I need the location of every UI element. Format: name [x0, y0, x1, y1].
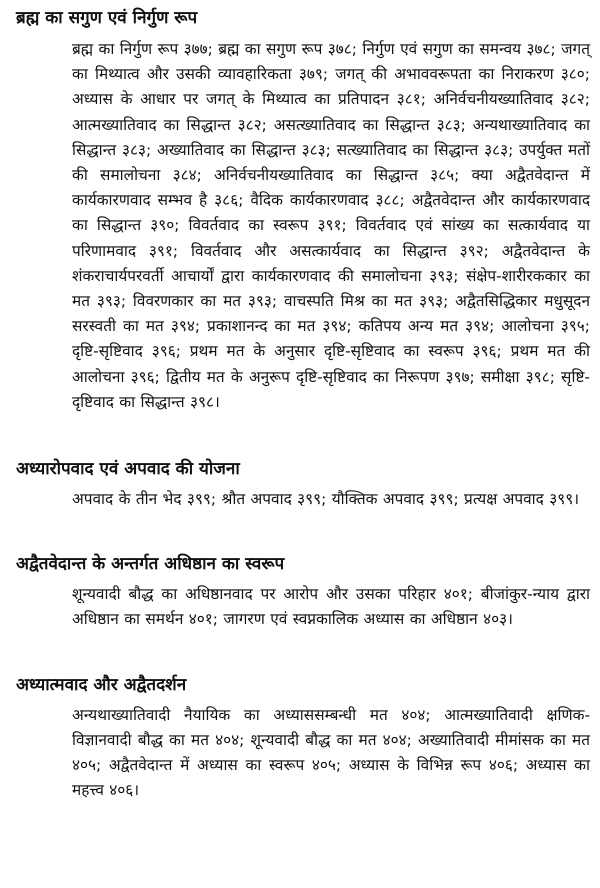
section-adhyatmavada [14, 673, 590, 804]
section-adhyaropavada [14, 457, 590, 512]
section-heading: अध्यारोपवाद एवं अपवाद की योजना [16, 459, 240, 480]
section-heading: अध्यात्मवाद और अद्वैतदर्शन [16, 674, 187, 695]
section-paragraph: अन्यथाख्यातिवादी नैयायिक का अध्याससम्बन्धी मत ४०४; आत्मख्यातिवादी क्षणिक-विज्ञानवादी बौद्ध का मत ४०४; शून्यवादी बौद्ध का मत ४०४; अख्यातिवादी मीमांसक का मत ४०५; अद्वैतवेदान्त में अध्यास का स्वरूप ४०५; अध्यास के विभिन्न रूप ४०६; अध्यास का महत्त्व ४०६। [72, 705, 590, 800]
section-heading: अद्वैतवेदान्त के अन्तर्गत अधिष्ठान का स्वरूप [16, 554, 285, 575]
section-adhishthana [14, 552, 590, 632]
section-brahma-saguna-nirguna [14, 6, 590, 415]
section-paragraph: शून्यवादी बौद्ध का अधिष्ठानवाद पर आरोप और उसका परिहार ४०१; बीजांकुर-न्याय द्वारा अधिष्ठान का समर्थन ४०१; जागरण एवं स्वप्नकालिक अध्यास का अधिष्ठान ४०३। [72, 585, 590, 629]
section-heading: ब्रह्म का सगुण एवं निर्गुण रूप [16, 8, 198, 28]
section-paragraph: अपवाद के तीन भेद ३९९; श्रौत अपवाद ३९९; यौक्तिक अपवाद ३९९; प्रत्यक्ष अपवाद ३९९। [72, 490, 580, 509]
section-paragraph: ब्रह्म का निर्गुण रूप ३७७; ब्रह्म का सगुण रूप ३७८; निर्गुण एवं सगुण का समन्वय ३७८; जगत् का मिथ्यात्व और उसकी व्यावहारिकता ३७९; जगत् की अभाववरूपता का निराकरण ३८०; अध्यास के आधार पर जगत् के मिथ्यात्व का प्रतिपादन ३८१; अनिर्वचनीयख्यातिवाद ३८२; आत्मख्यातिवाद का सिद्धान्त ३८२; असत्ख्यातिवाद का सिद्धान्त ३८३; अन्यथाख्यातिवाद का सिद्धान्त ३८३; अख्यातिवाद का सिद्धान्त ३८३; सत्ख्यातिवाद का सिद्धान्त ३८३; उपर्युक्त मतों की समालोचना ३८४; अनिर्वचनीयख्यातिवाद का सिद्धान्त ३८५; क्या अद्वैतवेदान्त में कार्यकारणवाद सम्भव है ३८६; वैदिक कार्यकारणवाद ३८८; अद्वैतवेदान्त और कार्यकारणवाद का सिद्धान्त ३९०; विवर्तवाद का स्वरूप ३९१; विवर्तवाद एवं सांख्य का सत्कार्यवाद या परिणामवाद ३९१; विवर्तवाद और असत्कार्यवाद का सिद्धान्त ३९२; अद्वैतवेदान्त के शंकराचार्यपरवर्ती आचार्यों द्वारा कार्यकारणवाद की समालोचना ३९३; संक्षेप-शारीरककार का मत ३९३; विवरणकार का मत ३९३; वाचस्पति मिश्र का मत ३९३; अद्वैतसिद्धिकार मधुसूदन सरस्वती का मत ३९४; प्रकाशानन्द का मत ३९४; कतिपय अन्य मत ३९४; आलोचना ३९५; दृष्टि-सृष्टिवाद ३९६; प्रथम मत के अनुसार दृष्टि-सृष्टिवाद का स्वरूप ३९६; प्रथम मत की आलोचना ३९६; द्वितीय मत के अनुरूप दृष्टि-सृष्टिवाद का निरूपण ३९७; समीक्षा ३९८; सृष्टि-दृष्टिवाद का सिद्धान्त ३९८। [72, 40, 590, 411]
